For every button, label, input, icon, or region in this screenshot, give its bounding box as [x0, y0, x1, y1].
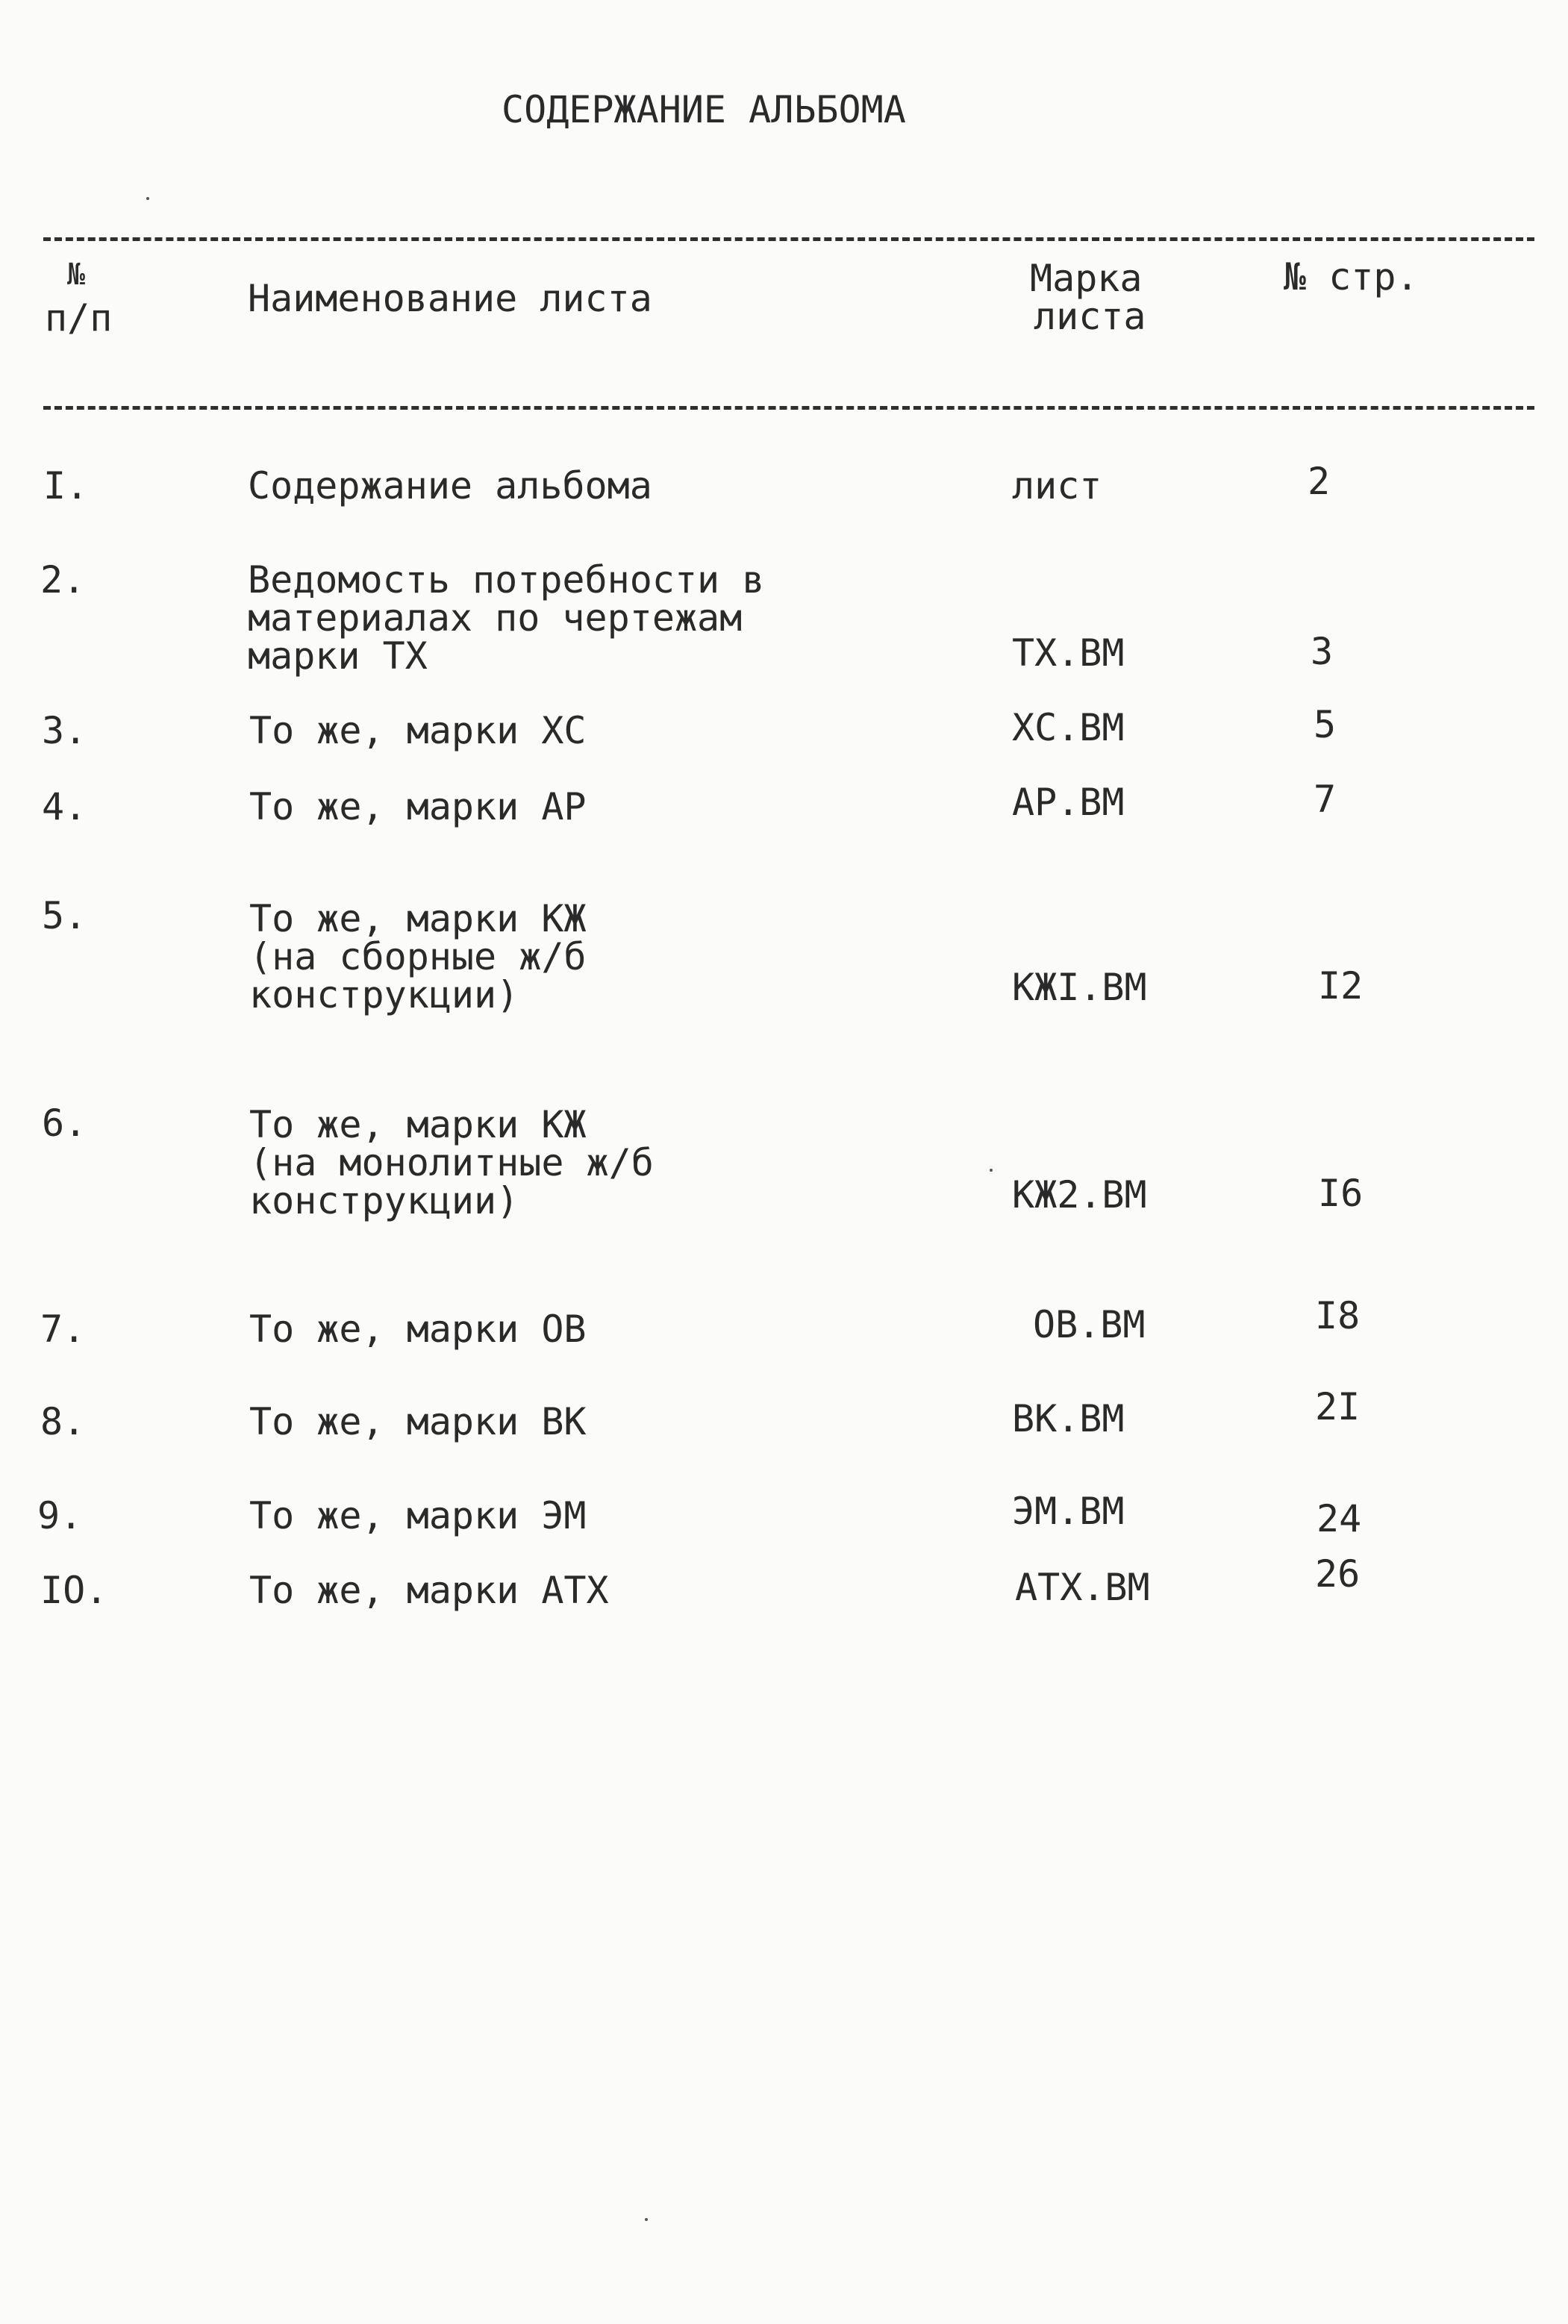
- scan-speck: [645, 2218, 648, 2221]
- row-8-mark: ВК.ВМ: [1012, 1397, 1125, 1440]
- row-9-name: То же, марки ЭМ: [249, 1494, 587, 1537]
- row-3-page: 5: [1314, 703, 1337, 746]
- row-2-mark: ТХ.ВМ: [1012, 631, 1125, 675]
- header-num-label: п/п: [45, 296, 113, 340]
- row-9-mark: ЭМ.ВМ: [1012, 1490, 1125, 1533]
- row-3-mark: ХС.ВМ: [1012, 706, 1125, 749]
- header-top-divider: [43, 237, 1534, 241]
- row-4-name: То же, марки АР: [249, 785, 587, 828]
- row-9-number: 9.: [37, 1494, 83, 1537]
- header-mark-label-line2: листа: [1034, 295, 1146, 338]
- row-5-page: I2: [1318, 964, 1364, 1008]
- row-6-name: То же, марки КЖ (на монолитные ж/б конструкции): [249, 1103, 654, 1222]
- row-6-page: I6: [1318, 1172, 1364, 1215]
- row-4-mark: АР.ВМ: [1012, 781, 1125, 824]
- row-1-page: 2: [1308, 460, 1331, 503]
- scan-speck: [146, 197, 149, 200]
- scan-speck: [990, 1169, 993, 1172]
- row-7-page: I8: [1315, 1294, 1361, 1337]
- header-page-label: № стр.: [1284, 255, 1419, 299]
- row-8-number: 8.: [40, 1400, 86, 1443]
- header-num-symbol: №: [67, 257, 86, 292]
- page-title: СОДЕРЖАНИЕ АЛЬБОМА: [502, 88, 906, 131]
- row-5-number: 5.: [42, 894, 87, 937]
- row-7-name: То же, марки ОВ: [249, 1308, 587, 1351]
- row-7-mark: ОВ.ВМ: [1033, 1303, 1146, 1346]
- row-10-mark: АТХ.ВМ: [1015, 1566, 1150, 1609]
- row-7-number: 7.: [40, 1308, 86, 1351]
- row-2-number: 2.: [40, 558, 86, 602]
- header-name-label: Наименование листа: [248, 277, 652, 320]
- row-2-page: 3: [1311, 630, 1334, 673]
- row-4-number: 4.: [42, 785, 87, 828]
- row-1-mark: лист: [1012, 464, 1102, 507]
- row-8-name: То же, марки ВК: [249, 1400, 587, 1443]
- row-5-mark: КЖI.ВМ: [1012, 966, 1147, 1009]
- row-6-number: 6.: [42, 1102, 87, 1145]
- header-mark-label-line1: Марка: [1030, 257, 1143, 300]
- row-5-name: То же, марки КЖ (на сборные ж/б конструкции): [249, 897, 587, 1016]
- row-8-page: 2I: [1315, 1385, 1361, 1428]
- header-bottom-divider: [43, 406, 1534, 410]
- row-10-name: То же, марки АТХ: [249, 1569, 609, 1612]
- row-3-number: 3.: [42, 709, 87, 752]
- row-1-number: I.: [43, 464, 89, 507]
- row-4-page: 7: [1314, 778, 1337, 821]
- row-2-name: Ведомость потребности в материалах по чертежам марки ТХ: [248, 558, 765, 678]
- row-9-page: 24: [1316, 1497, 1362, 1540]
- row-1-name: Содержание альбома: [248, 464, 652, 507]
- row-6-mark: КЖ2.ВМ: [1012, 1173, 1147, 1216]
- row-10-number: IO.: [40, 1569, 108, 1612]
- row-3-name: То же, марки ХС: [249, 709, 587, 752]
- row-10-page: 26: [1315, 1552, 1361, 1596]
